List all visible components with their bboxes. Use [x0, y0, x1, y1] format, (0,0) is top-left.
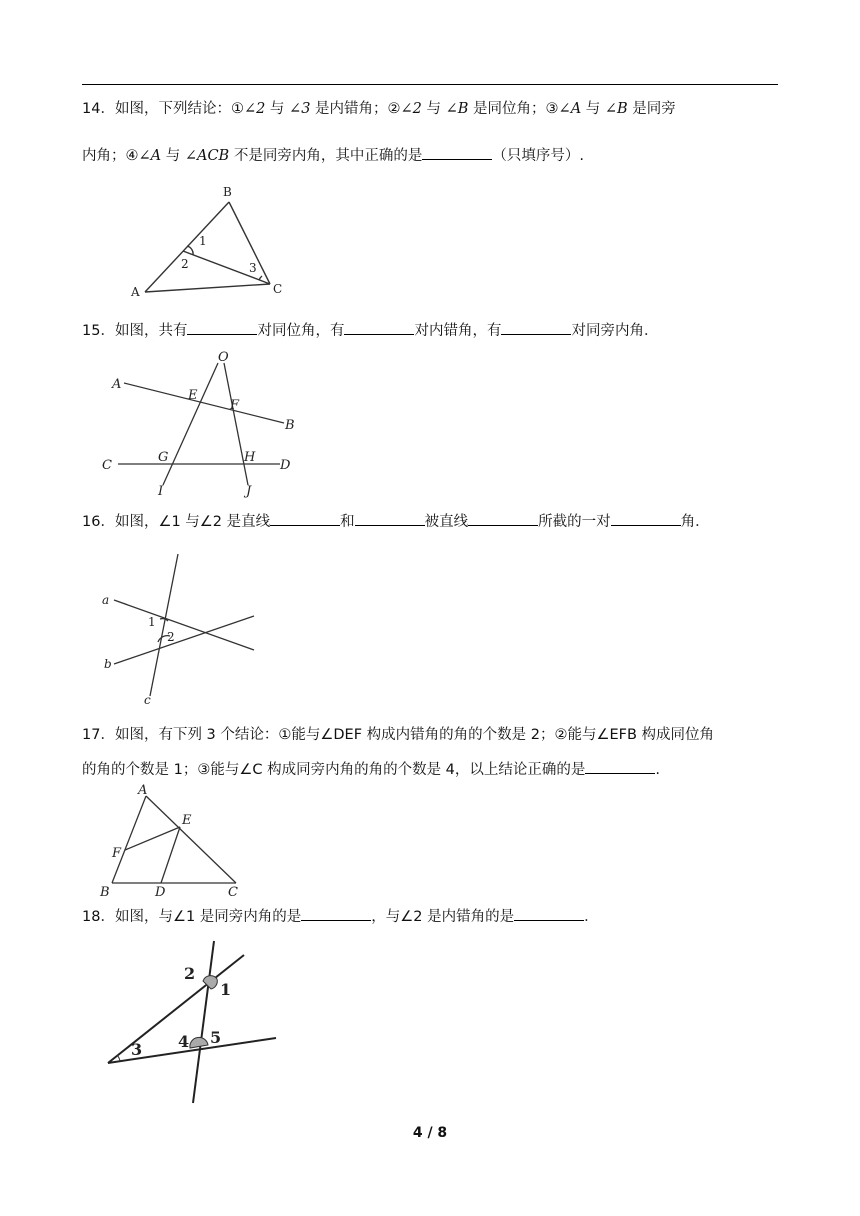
- label-o: O: [218, 350, 229, 365]
- figure-triangle-abc-def: [98, 784, 258, 899]
- figure-lines-abc: [98, 550, 268, 710]
- answer-blank[interactable]: [585, 759, 655, 774]
- label-a: A: [112, 377, 122, 392]
- label-e: E: [188, 388, 198, 403]
- angle-label-4: 4: [178, 1032, 190, 1051]
- label-b: B: [285, 418, 295, 433]
- label-line-a: a: [102, 593, 110, 607]
- figure-lines-abcd: [100, 345, 310, 500]
- label-j: J: [246, 484, 252, 499]
- answer-blank[interactable]: [468, 511, 538, 526]
- label-d: D: [155, 885, 166, 899]
- label-f: F: [230, 398, 240, 413]
- question-14-line-1: 14．如图，下列结论：①∠2 与 ∠3 是内错角；②∠2 与 ∠B 是同位角；③∠A 与 ∠B 是同旁: [82, 101, 676, 117]
- question-16: 16．如图，∠1 与∠2 是直线 和 被直线 所截的一对 角．: [82, 511, 710, 532]
- angle-label-2: 2: [181, 257, 189, 271]
- answer-blank[interactable]: [270, 511, 340, 526]
- label-i: I: [158, 484, 164, 499]
- figure-triangle-abc: [125, 180, 305, 300]
- answer-blank[interactable]: [611, 511, 681, 526]
- label-c: C: [102, 458, 112, 473]
- label-line-b: b: [104, 657, 112, 671]
- question-14-line-2: 内角；④∠A 与 ∠ACB 不是同旁内角，其中正确的是 （只填序号）.: [82, 145, 584, 166]
- angle-label-5: 5: [210, 1028, 222, 1047]
- question-18: 18．如图，与∠1 是同旁内角的是 ，与∠2 是内错角的是 ．: [82, 906, 599, 927]
- label-c: C: [273, 282, 283, 296]
- label-line-c: c: [144, 693, 151, 707]
- label-h: H: [244, 450, 256, 465]
- header-rule: [82, 84, 778, 85]
- label-f: F: [112, 846, 122, 861]
- angle-label-3: 3: [249, 261, 257, 275]
- question-17-line-1: 17．如图，有下列 3 个结论：①能与∠DEF 构成内错角的角的个数是 2；②能与∠EFB 构成同位角: [82, 727, 715, 743]
- page-number: 4 / 8: [412, 1125, 448, 1141]
- label-g: G: [158, 450, 169, 465]
- question-17-line-2: 的角的个数是 1；③能与∠C 构成同旁内角的角的个数是 4，以上结论正确的是 .: [82, 759, 660, 780]
- label-a: A: [138, 784, 148, 798]
- angle-label-2: 2: [167, 630, 175, 644]
- answer-blank[interactable]: [422, 145, 492, 160]
- label-d: D: [280, 458, 291, 473]
- label-a: A: [131, 285, 140, 299]
- question-15: 15．如图，共有 对同位角，有 对内错角，有 对同旁内角．: [82, 320, 658, 341]
- angle-label-3: 3: [131, 1040, 143, 1059]
- label-e: E: [182, 813, 192, 828]
- answer-blank[interactable]: [187, 320, 257, 335]
- label-b: B: [223, 185, 232, 199]
- angle-label-1: 1: [148, 615, 156, 629]
- angle-label-1: 1: [199, 234, 207, 248]
- angle-label-2: 2: [184, 964, 196, 983]
- figure-angles-1-5: [98, 935, 283, 1110]
- answer-blank[interactable]: [344, 320, 414, 335]
- label-c: C: [228, 885, 238, 899]
- answer-blank[interactable]: [355, 511, 425, 526]
- answer-blank[interactable]: [501, 320, 571, 335]
- answer-blank[interactable]: [301, 906, 371, 921]
- answer-blank[interactable]: [514, 906, 584, 921]
- angle-label-1: 1: [220, 980, 232, 999]
- label-b: B: [100, 885, 110, 899]
